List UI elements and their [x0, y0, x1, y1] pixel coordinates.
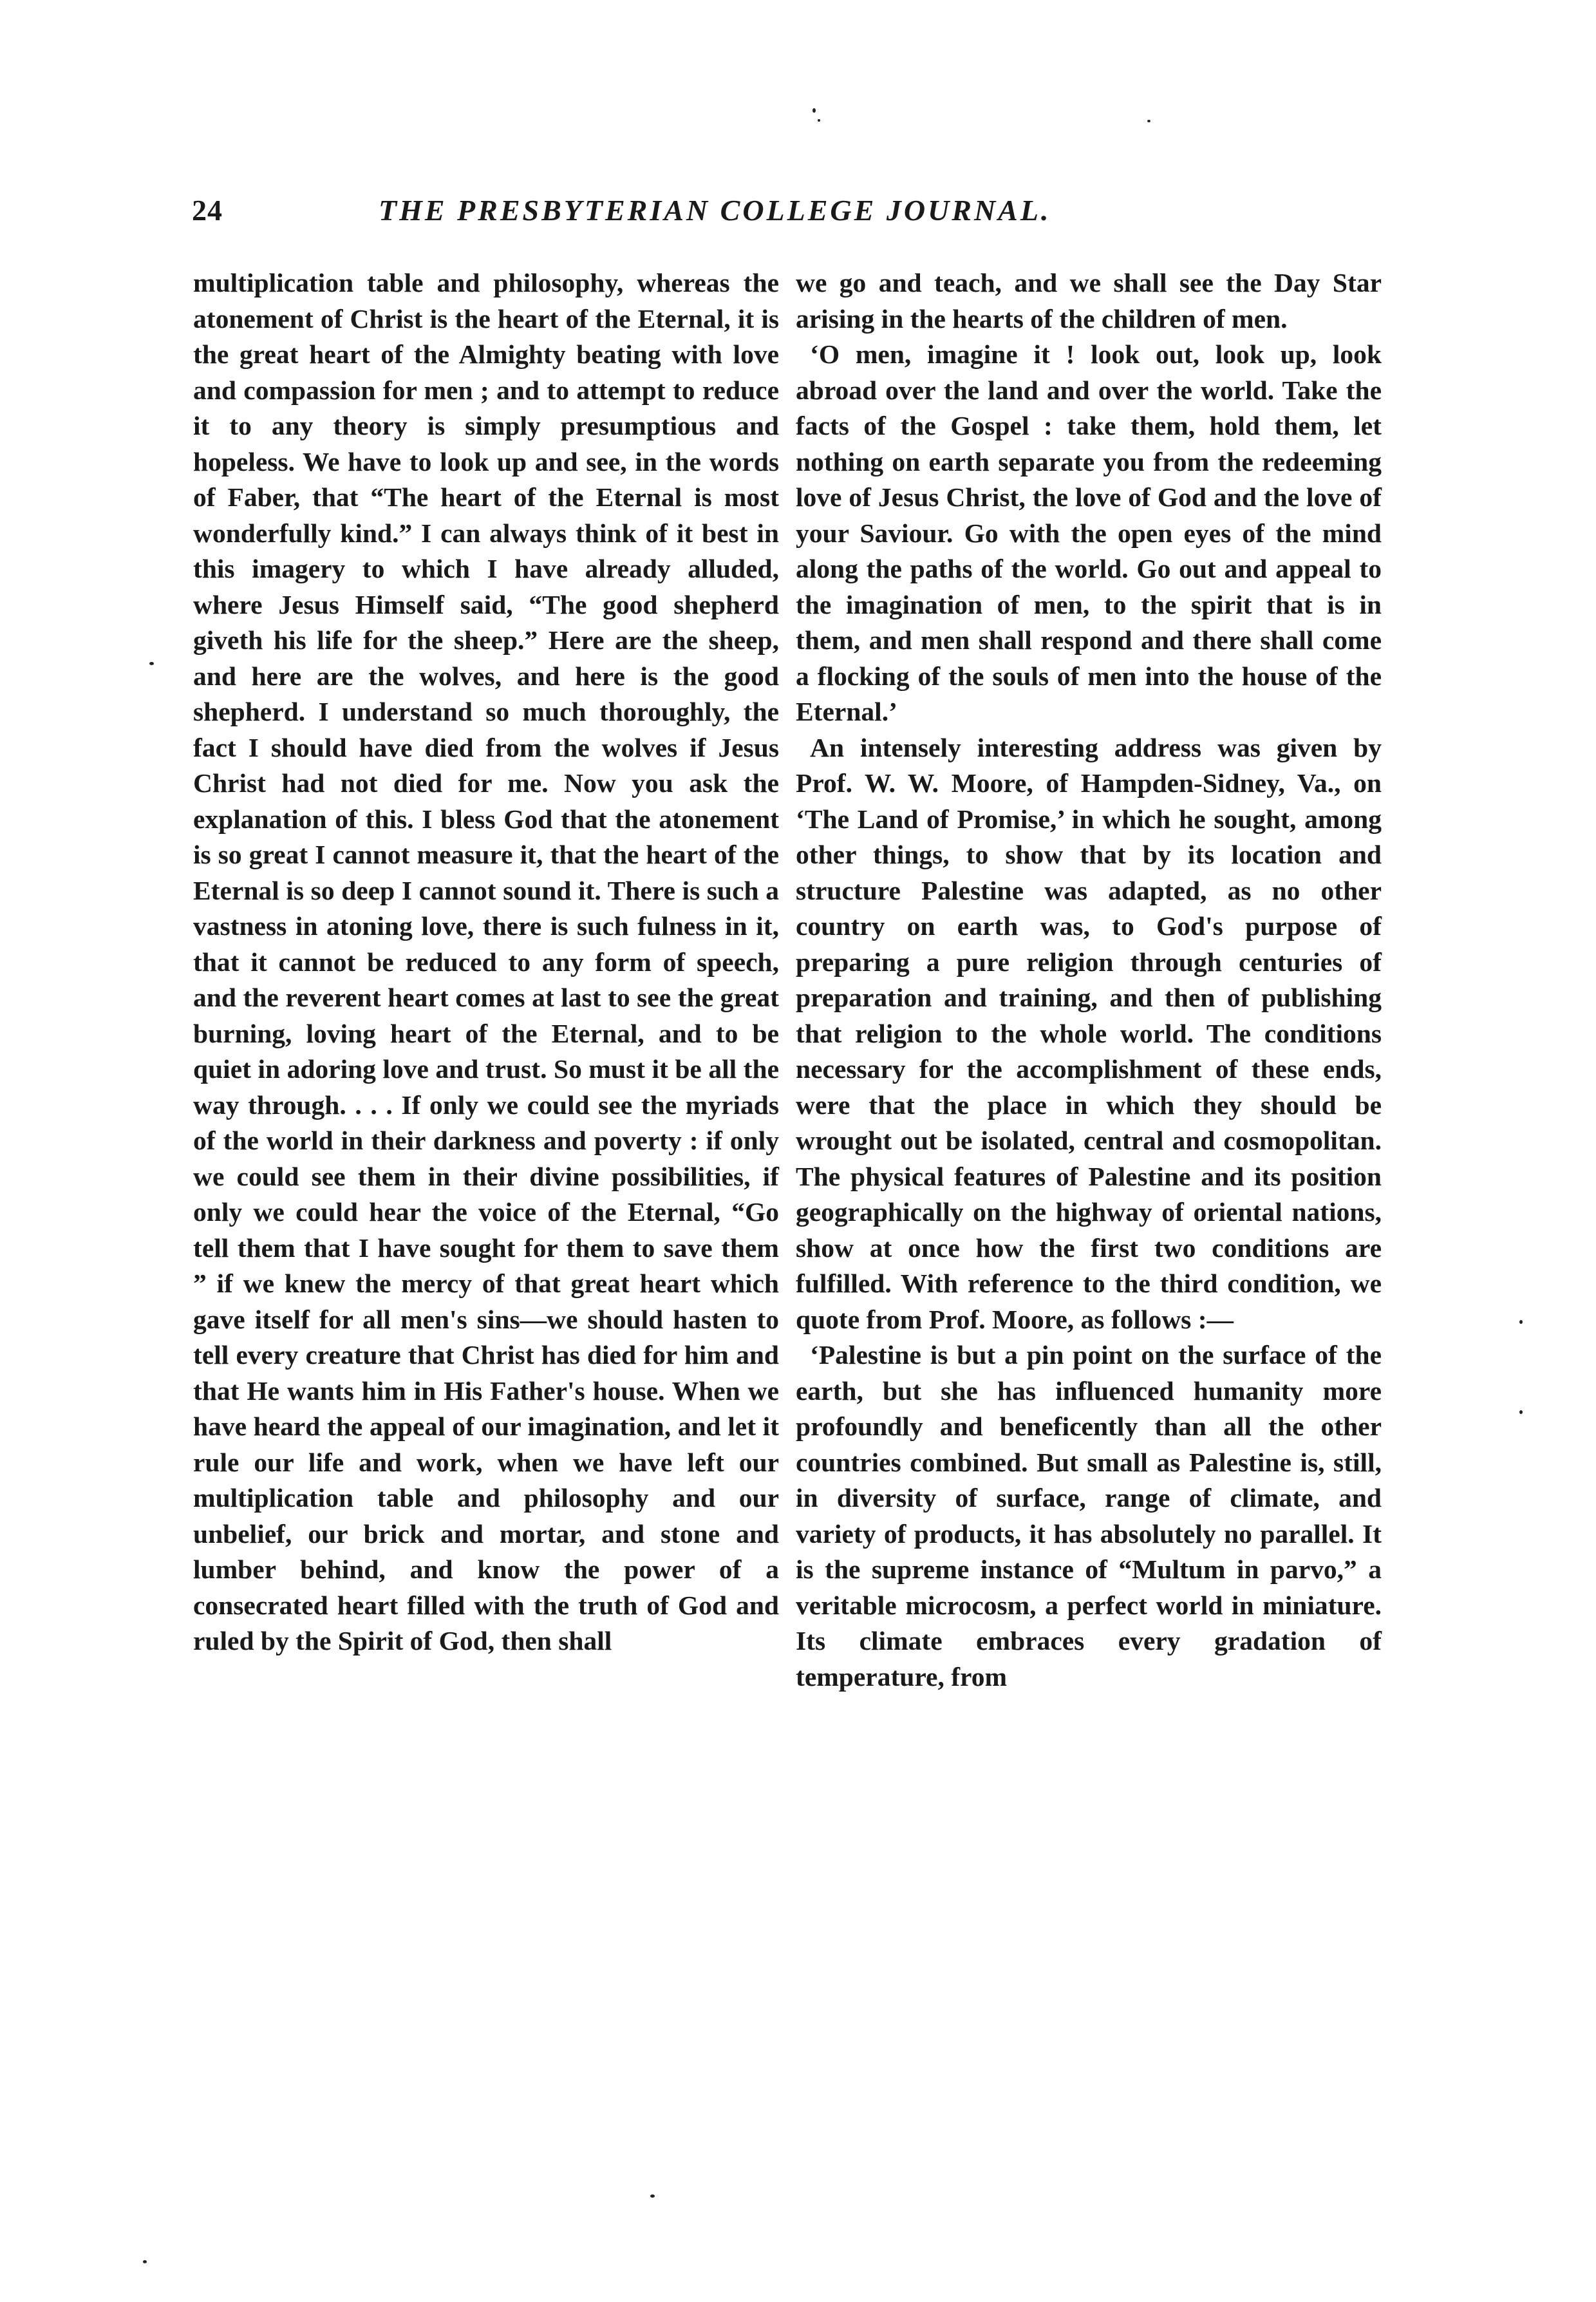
right-column — [796, 265, 1382, 1695]
right-paragraph-3: An intensely interesting address was given by Prof. W. W. Moore, of Hampden-Sidney, Va., on ‘The Land of Promise,’ in which he sought, among other things, to show that by its location and structure Palestine was adapted, as no other country on earth was, to God's purpose of preparing a pure religion through centuries of preparation and training, and then of publishing that religion to the whole world. The conditions necessary for the accomplishment of these ends, were that the place in which they should be wrought out be isolated, central and cosmopolitan. The physical features of Palestine and its position geographically on the highway of oriental nations, show at once how the first two conditions are fulfilled. With reference to the third condition, we quote from Prof. Moore, as follows :— — [796, 732, 1382, 1334]
left-paragraph-1: multiplication table and philosophy, whereas the atonement of Christ is the heart of the Eternal, it is the great heart of the Almighty beating with love and compassion for men ; and to attempt to reduce it to any theory is simply presumptious and hopeless. We have to look up and see, in the words of Faber, that “The heart of the Eternal is most wonderfully kind.” I can always think of it best in this imagery to which I have already alluded, where Jesus Himself said, “The good shepherd giveth his life for the sheep.” Here are the sheep, and here are the wolves, and here is the good shepherd. I understand so much thoroughly, the fact I should have died from the wolves if Jesus Christ had not died for me. Now you ask the explanation of this. I bless God that the atonement is so great I cannot measure it, that the heart of the Eternal is so deep I cannot sound it. There is such a vastness in atoning love, there is such fulness in it, that it cannot be reduced to any form of speech, and the reverent heart comes at last to see the great burning, loving heart of the Eternal, and to be quiet in adoring love and trust. So must it be all the way through. . . . If only we could see the myriads of the world in their darkness and poverty : if only we could see them in their divine possibilities, if only we could hear the voice of the Eternal, “Go tell them that I have sought for them to save them ” if we knew the mercy of that great heart which gave itself for all men's sins—we should hasten to tell every creature that Christ has died for him and that He wants him in His Father's house. When we have heard the appeal of our imagination, and let it rule our life and work, when we have left our multiplication table and philosophy and our unbelief, our brick and mortar, and stone and lumber behind, and know the power of a consecrated heart filled with the truth of God and ruled by the Spirit of God, then shall — [193, 268, 779, 1656]
ink-speck-top — [812, 108, 816, 113]
right-paragraph-2: ‘O men, imagine it ! look out, look up, look abroad over the land and over the world. Take the facts of the Gospel : take them, hold them, let nothing on earth separate you from the redeeming love of Jesus Christ, the love of God and the love of your Saviour. Go with the open eyes of the mind along the paths of the world. Go out and appeal to the imagination of men, to the spirit that is in them, and men shall respond and there shall come a flocking of the souls of men into the house of the Eternal.’ — [796, 339, 1382, 726]
page-header — [192, 193, 1389, 245]
right-paragraph-4: ‘Palestine is but a pin point on the surface of the earth, but she has influenced humanity more profoundly and beneficently than all the other countries combined. But small as Palestine is, still, in diversity of surface, range of climate, and variety of products, it has absolutely no parallel. It is the supreme instance of “Multum in parvo,” a veritable microcosm, a perfect world in miniature. Its climate embraces every gradation of temperature, from — [796, 1340, 1382, 1692]
ink-speck-bottom — [650, 2194, 655, 2198]
ink-speck-bottom-left — [143, 2260, 147, 2263]
ink-speck-top-small — [818, 119, 820, 122]
ink-speck-right-margin-1 — [1519, 1320, 1523, 1324]
ink-speck-top-right — [1147, 120, 1150, 122]
running-title: THE PRESBYTERIAN COLLEGE JOURNAL. — [379, 194, 1051, 227]
page-number: 24 — [192, 194, 223, 227]
right-paragraph-1: we go and teach, and we shall see the Day Star arising in the hearts of the children of men. — [796, 268, 1382, 334]
ink-speck-right-margin-2 — [1519, 1410, 1523, 1414]
ink-speck-left-margin — [149, 662, 154, 665]
left-column — [193, 265, 779, 1659]
